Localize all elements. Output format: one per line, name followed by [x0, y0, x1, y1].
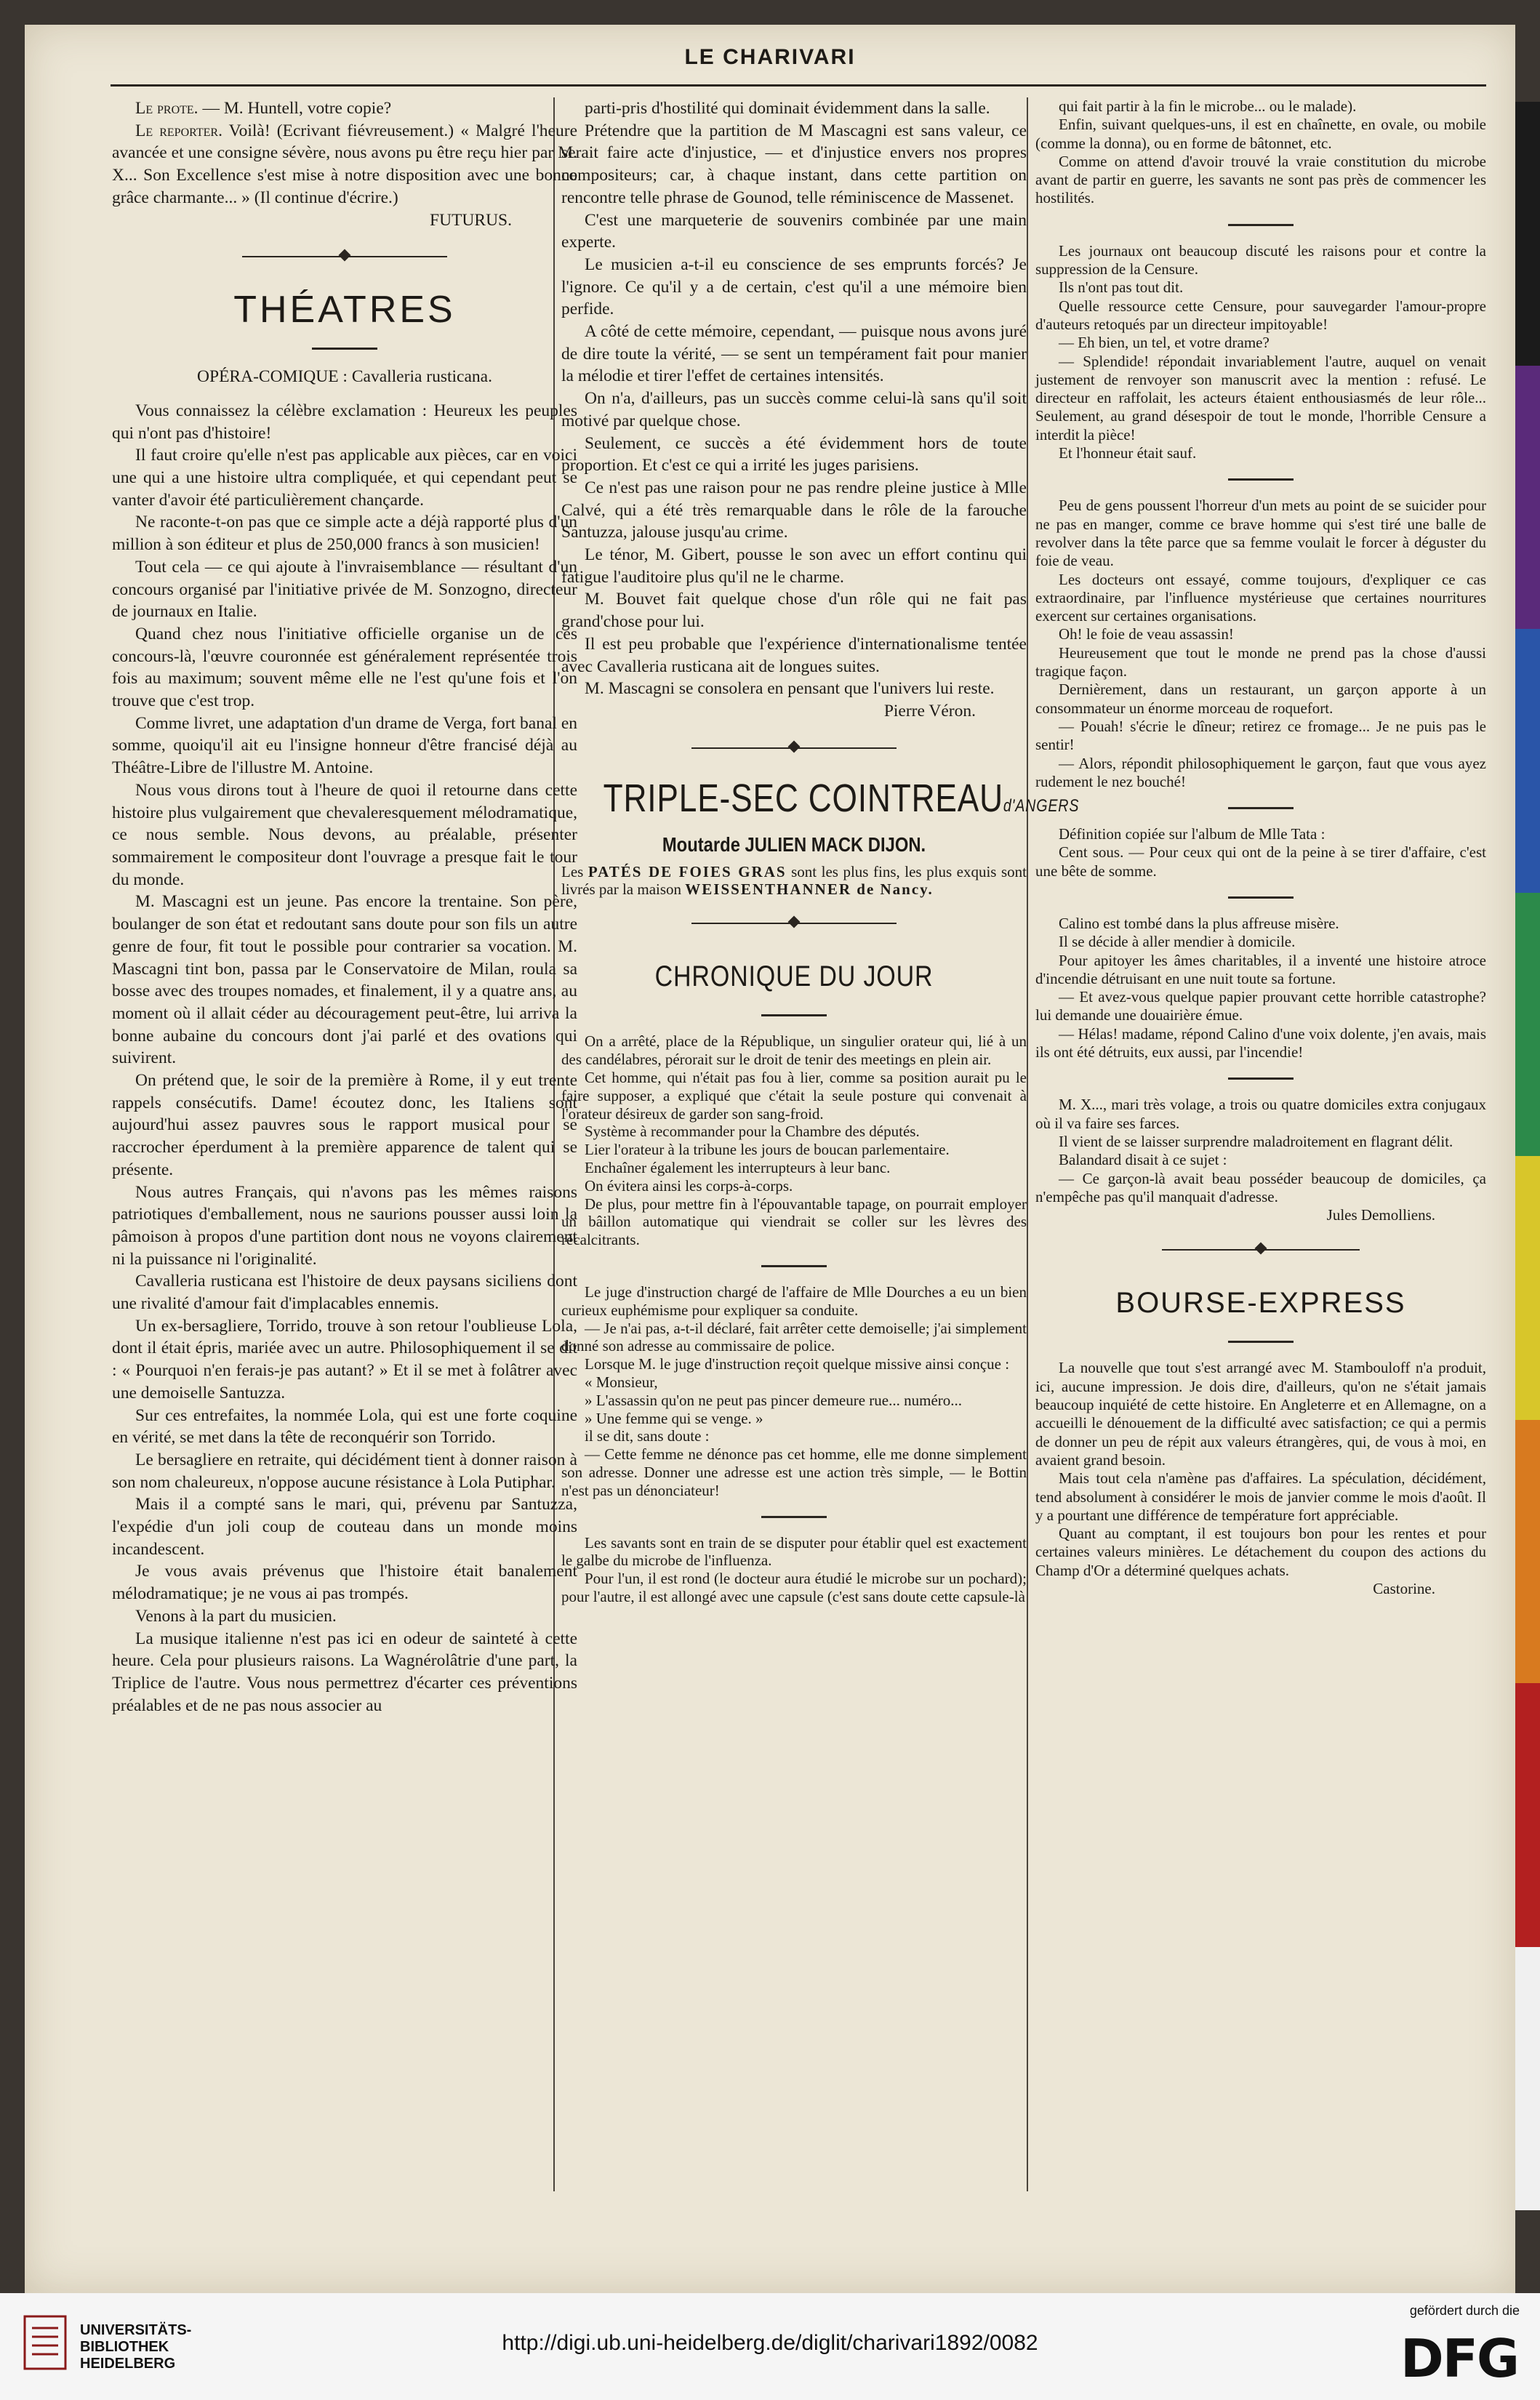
paragraph: Et l'honneur était sauf. [1059, 444, 1197, 462]
footer-band [0, 2293, 1540, 2400]
short-rule [312, 348, 377, 350]
masthead-rule [111, 84, 1486, 87]
paragraph: — Hélas! madame, répond Calino d'une voix dolente, j'en avais, mais ils ont été détruits, eux aussi, par l'incendie! [1035, 1024, 1486, 1061]
paragraph: Seulement, ce succès a été évidemment hors de toute proportion. Et c'est ce qui a irrité les juges parisiens. [561, 433, 1027, 475]
paragraph: Le musicien a-t-il eu conscience de ses emprunts forcés? Je l'ignore. Ce qu'il y a de certain, c'est qu'il a une mémoire bien perfide. [561, 254, 1027, 319]
paragraph: Pour l'un, il est rond (le docteur aura étudié le microbe sur un pochard); pour l'autre, il est allongé avec une capsule (c'est sans doute cette capsule-là [561, 1570, 1027, 1605]
paragraph: Les docteurs ont essayé, comme toujours, d'expliquer ce cas extraordinaire, par l'influence mystérieuse que certaines nourritures exercent sur certaines organisations. [1035, 570, 1486, 625]
section-title-bourse: BOURSE-EXPRESS [1115, 1287, 1406, 1320]
dialogue-text: Voilà! (Ecrivant fiévreusement.) « Malgré l'heure avancée et une consigne sévère, nous avons pu être reçu hier par M. X... Son Excellence s'est mise à notre disposition avec une bonne grâce charmante... » (Il continue d'écrire.) [112, 121, 577, 207]
library-name: UNIVERSITÄTS- BIBLIOTHEK HEIDELBERG [80, 2322, 192, 2372]
speaker-label: Le prote. [135, 99, 198, 118]
paragraph: » L'assassin qu'on ne peut pas pincer demeure rue... numéro... [585, 1391, 963, 1409]
ad-text-small: d'ANGERS [1003, 795, 1080, 816]
paragraph: Comme livret, une adaptation d'un drame de Verga, fort banal en somme, quoiqu'il ait eu l'insigne honneur d'être francisé déjà au Théâtre-Libre de l'illustre M. Antoine. [112, 713, 577, 778]
paragraph: Lorsque M. le juge d'instruction reçoit quelque missive ainsi conçue : [585, 1355, 1010, 1373]
column-2 [561, 97, 1080, 1606]
bourse-body [1035, 1359, 1486, 1580]
color-calibration-bar [1515, 102, 1540, 2210]
paragraph: Enfin, suivant quelques-uns, il est en chaînette, en ovale, ou mobile (comme la donna), ou en forme de bâtonnet, etc. [1035, 116, 1486, 152]
paragraph: Ne raconte-t-on pas que ce simple acte a déjà rapporté plus d'un million à son éditeur et plus de 250,000 francs à son musicien! [112, 513, 577, 555]
paragraph: Tout cela — ce qui ajoute à l'invraisemblance — résultant d'un concours organisé par l'initiative privée de M. Sonzogno, directeur de journaux en Italie. [112, 557, 577, 622]
short-rule [1228, 1077, 1294, 1080]
paragraph: il se dit, sans doute : [585, 1427, 710, 1445]
paragraph: Je vous avais prévenus que l'histoire était banalement mélodramatique; je ne vous ai pas trompés. [112, 1562, 577, 1604]
paragraph: Sur ces entrefaites, la nommée Lola, qui est une forte coquine en vérité, se met dans la tête de reconquérir son Torrido. [112, 1405, 577, 1448]
ornament-divider [561, 733, 1027, 762]
column-rule [1027, 97, 1028, 2191]
speaker-label: Le reporter. [135, 121, 222, 140]
funding-note: gefördert durch die [1409, 2303, 1520, 2318]
dialogue-line [112, 97, 577, 120]
paragraph: Ils n'ont pas tout dit. [1059, 278, 1184, 297]
paragraph: Enchaîner également les interrupteurs à leur banc. [585, 1158, 891, 1176]
short-rule [761, 1265, 827, 1267]
paragraph: Pour apitoyer les âmes charitables, il a inventé une histoire atroce d'incendie détruisant en une nuit toute sa fortune. [1035, 951, 1486, 987]
paragraph: » Une femme qui se venge. » [585, 1409, 763, 1427]
chronique-item [1035, 1096, 1486, 1206]
masthead: LE CHARIVARI [684, 45, 856, 69]
paragraph: Il est peu probable que l'expérience d'internationalisme tentée avec Cavalleria rusticana ait de longues suites. [561, 634, 1027, 676]
paragraph: « Monsieur, [585, 1373, 658, 1391]
paragraph: — Et avez-vous quelque papier prouvant cette horrible catastrophe? lui demande une douairière émue. [1035, 988, 1486, 1024]
chronique-item [1035, 242, 1486, 463]
short-rule [761, 1014, 827, 1016]
article-body [561, 97, 1027, 700]
chronique-item [1035, 825, 1486, 880]
dialogue-text: — M. Huntell, votre copie? [198, 99, 392, 118]
section-title-theatres: THÉATRES [233, 289, 456, 332]
paragraph: La nouvelle que tout s'est arrangé avec M. Stambouloff n'a produit, ici, aucune impression. Je dois dire, d'ailleurs, qu'on ne s'était jamais beaucoup inquiété de cette histoire. En Angleterre et en Allemagne, on a accueilli le dénouement de la difficulté avec satisfaction; ce qui a permis de donner un peu de répit aux valeurs étrangères, qui, de vous à moi, en avaient grand besoin. [1035, 1359, 1486, 1469]
paragraph: A côté de cette mémoire, cependant, — puisque nous avons juré de dire toute la vérité, — se sent un tempérament fait pour manier la mélodie et tirer l'effet de certaines intensités. [561, 322, 1027, 386]
paragraph: — Splendide! répondait invariablement l'autre, auquel on venait justement de renvoyer son manuscrit avec la mention : refusé. Le directeur en raffolait, les acteurs étaient enthousiasmés de leur rôle... Seulement, au grand désespoir de tout le monde, l'horrible Censure a interdit la pièce! [1035, 352, 1486, 444]
color-swatch [1515, 1947, 1540, 2211]
advertisement-cointreau [603, 775, 1080, 830]
color-swatch [1515, 1156, 1540, 1420]
chronique-item [561, 1283, 1027, 1500]
short-rule [1228, 224, 1294, 226]
column-1 [112, 97, 577, 1717]
paragraph: — Eh bien, un tel, et votre drame? [1059, 334, 1270, 352]
paragraph: Le juge d'instruction chargé de l'affaire de Mlle Dourches a eu un bien curieux euphémisme pour expliquer sa conduite. [561, 1283, 1027, 1319]
paragraph: Nous autres Français, qui n'avons pas les mêmes raisons patriotiques d'emballement, nous ne saurions pousser aussi loin la pâmoison à propos d'une partition dont nous ne voyons clairement ni la puissance ni l'originalité. [112, 1182, 577, 1269]
paragraph: On n'a, d'ailleurs, pas un succès comme celui-là sans qu'il soit motivé par quelque chose. [561, 389, 1027, 430]
paragraph: Il faut croire qu'elle n'est pas applicable aux pièces, car en voici une qui a une histoire ultra compliquée, et qui cependant peut se vanter d'avoir été particulièrement chançarde. [112, 446, 577, 510]
chronique-item [1035, 497, 1486, 791]
paragraph: Un ex-bersagliere, Torrido, trouve à son retour l'oublieuse Lola, dont il était épris, mariée avec un autre. Philosophiquement il se dit : « Pourquoi n'en ferais-je pas autant? » Et il se met à folâtrer avec une demoiselle Santuzza. [112, 1316, 577, 1402]
ornament-divider [561, 908, 1027, 937]
paragraph: Il se décide à aller mendier à domicile. [1059, 933, 1296, 951]
paragraph: Calino est tombé dans la plus affreuse misère. [1059, 914, 1339, 932]
paragraph: On prétend que, le soir de la première à Rome, il y eut trente rappels consécutifs. Dame! écoutez donc, les Italiens sont aujourd'hui assez pauvres sous le rapport musical pour se raccrocher éperdument à la première apparence de talent qui se présente. [112, 1071, 577, 1179]
paragraph: — Cette femme ne dénonce pas cet homme, elle me donne simplement son adresse. Donner une adresse est une action très simple, — le Bottin n'est pas un dénonciateur! [561, 1445, 1027, 1499]
paragraph: Quelle ressource cette Censure, pour sauvegarder l'amour-propre d'auteurs retoqués par un directeur impitoyable! [1035, 297, 1486, 333]
paragraph: Nous vous dirons tout à l'heure de quoi il retourne dans cette histoire plus vulgairement que chevaleresquement mélodramatique, ce nous semble. Nous devons, au préalable, présenter sommairement le compositeur dont l'ouvrage a presque fait le tour du monde. [112, 780, 577, 889]
paragraph: Balandard disait à ce sujet : [1059, 1151, 1227, 1169]
paragraph: C'est une marqueterie de souvenirs combinée par une main experte. [561, 210, 1027, 252]
paragraph: Dernièrement, dans un restaurant, un garçon apporte à un consommateur un énorme morceau de roquefort. [1035, 681, 1486, 717]
paragraph: Le bersagliere en retraite, qui décidément tient à donner raison à son nom chaleureux, n'oppose aucune résistance à Lola Putiphar. [112, 1450, 577, 1492]
paragraph: M. Mascagni est un jeune. Pas encore la trentaine. Son père, boulanger de son état et redoutant sans doute pour son fils un autre genre de four, fit tout le possible pour contrarier sa vocation. M. Mascagni tint bon, passa par le Conservatoire de Milan, roula sa bosse avec des troupes nomades, et finalement, il y a quatre ans, au moment où il allait céder au découragement peut-être, lui arriva la bonne aubaine du concours dont j'ai parlé et des ovations qui suivirent. [112, 892, 577, 1068]
short-rule [1228, 807, 1294, 809]
dialogue-block [112, 97, 577, 209]
color-swatch [1515, 102, 1540, 366]
paragraph: qui fait partir à la fin le microbe... ou le malade). [1059, 97, 1357, 115]
paragraph: On a arrêté, place de la République, un singulier orateur qui, lié à un des candélabres, pérorait sur le droit de tenir des meetings en plein air. [561, 1032, 1027, 1069]
paragraph: Quant au comptant, il est toujours bon pour les rentes et pour certaines valeurs minières. Le détachement du coupon des actions du Champ d'Or a déterminé quelques achats. [1035, 1525, 1486, 1579]
signature: FUTURUS. [430, 210, 512, 230]
chronique-item [1035, 97, 1486, 208]
paragraph: Prétendre que la partition de M Mascagni est sans valeur, ce serait faire acte d'injustice, — et d'injustice envers nos propres compositeurs; car, à chaque instant, dans cette partition on rencontre telle phrase de Gounod, telle réminiscence de Massenet. [561, 121, 1027, 207]
color-swatch [1515, 366, 1540, 630]
paragraph: Lier l'orateur à la tribune les jours de boucan parlementaire. [585, 1141, 950, 1159]
section-title-chronique: CHRONIQUE DU JOUR [654, 960, 934, 993]
paragraph: Le ténor, M. Gibert, pousse le son avec un effort continu qui fatigue l'auditoire plus qu'il ne le charme. [561, 545, 1027, 587]
paragraph: Oh! le foie de veau assassin! [1059, 625, 1234, 643]
paragraph: parti-pris d'hostilité qui dominait évidemment dans la salle. [585, 99, 990, 118]
paragraph: — Je n'ai pas, a-t-il déclaré, fait arrêter cette demoiselle; j'ai simplement donné son adresse au commissaire de police. [561, 1319, 1027, 1355]
paragraph: Quand chez nous l'initiative officielle organise un de ces concours-là, l'œuvre couronnée est généralement représentée trois fois au maximum; souvent même elle ne l'est qu'une fois et l'on trouve que c'est trop. [112, 624, 577, 711]
paragraph: M. X..., mari très volage, a trois ou quatre domiciles extra conjugaux où il va faire ses farces. [1035, 1096, 1486, 1132]
paragraph: Définition copiée sur l'album de Mlle Tata : [1059, 825, 1326, 843]
advertisement-moutarde: Moutarde JULIEN MACK DIJON. [662, 832, 926, 856]
paragraph: Comme on attend d'avoir trouvé la vraie constitution du microbe avant de partir en guerre, les savants ne sont pas près de commencer les hostilités. [1035, 152, 1486, 207]
ornament-divider [112, 241, 577, 270]
paragraph: — Ce garçon-là avait beau posséder beaucoup de domiciles, ça n'empêche pas qu'il manquait d'adresse. [1035, 1169, 1486, 1205]
short-rule [1228, 478, 1294, 481]
paragraph: Mais il a compté sans le mari, qui, prévenu par Santuzza, l'expédie d'un joli coup de couteau dans un monde moins incandescent. [112, 1495, 577, 1559]
paragraph: On évitera ainsi les corps-à-corps. [585, 1176, 793, 1195]
paragraph: Peu de gens poussent l'horreur d'un mets au point de se suicider pour ne pas en manger, comme ce brave homme qui s'est tiré une balle de revolver dans la tête parce que sa femme voulait le forcer à déguster du foie de veau. [1035, 497, 1486, 570]
short-rule [1228, 1341, 1294, 1343]
advertisement-pates: Les PATÉS DE FOIES GRAS sont les plus fins, les plus exquis sont livrés par la maison WEISSENTHANNER de Nancy. [561, 863, 1027, 899]
paragraph: Système à recommander pour la Chambre des députés. [585, 1123, 920, 1141]
paragraph: — Pouah! s'écrie le dîneur; retirez ce fromage... Je ne puis pas le sentir! [1035, 717, 1486, 754]
signature: Jules Demolliens. [1326, 1206, 1435, 1224]
chronique-item [1035, 915, 1486, 1061]
paragraph: Cavalleria rusticana est l'histoire de deux paysans siciliens dont une rivalité d'amour fait d'implacables ennemis. [112, 1272, 577, 1314]
dialogue-line [112, 120, 577, 209]
paragraph: De plus, pour mettre fin à l'épouvantable tapage, on pourrait employer un bâillon automatique qui viendrait se coller sur les lèvres des récalcitrants. [561, 1195, 1027, 1249]
color-swatch [1515, 893, 1540, 1157]
newspaper-page [25, 25, 1515, 2293]
dfg-logo: DFG [1400, 2328, 1518, 2389]
color-swatch [1515, 1683, 1540, 1947]
paragraph: Mais tout cela n'amène pas d'affaires. La spéculation, décidément, tend absolument à considérer le mois de janvier comme le mois d'août. Il y a pourtant une différence de température fort appréciable. [1035, 1469, 1486, 1524]
paragraph: Ce n'est pas une raison pour ne pas rendre pleine justice à Mlle Calvé, qui a été très remarquable dans le rôle de la farouche Santuzza, jalouse jusqu'au crime. [561, 478, 1027, 542]
paragraph: Vous connaissez la célèbre exclamation : Heureux les peuples qui n'ont pas d'histoire! [112, 401, 577, 443]
article-body [112, 400, 577, 1717]
paragraph: Cet homme, qui n'était pas fou à lier, comme sa position aurait pu le faire supposer, a expliqué que c'était la seule posture qui convenait à l'orateur désireux de garder son sang-froid. [561, 1068, 1027, 1123]
column-3 [1035, 97, 1486, 1598]
short-rule [1228, 896, 1294, 899]
paragraph: — Alors, répondit philosophiquement le garçon, faut que vous ayez rudement le nez bouché! [1035, 754, 1486, 790]
signature: Pierre Véron. [883, 701, 976, 721]
theatre-subtitle: OPÉRA-COMIQUE : Cavalleria rusticana. [197, 367, 492, 387]
paragraph: Il vient de se laisser surprendre maladroitement en flagrant délit. [1059, 1132, 1453, 1150]
source-url-link[interactable]: http://digi.ub.uni-heidelberg.de/diglit/charivari1892/0082 [502, 2331, 1038, 2355]
chronique-item [561, 1032, 1027, 1249]
ad-text: TRIPLE-SEC COINTREAU [603, 776, 1003, 820]
color-swatch [1515, 629, 1540, 893]
paragraph: Heureusement que tout le monde ne prend pas la chose d'aussi tragique façon. [1035, 643, 1486, 681]
ornament-divider [1035, 1235, 1486, 1264]
chronique-item [561, 1534, 1027, 1606]
paragraph: Les journaux ont beaucoup discuté les raisons pour et contre la suppression de la Censure. [1035, 241, 1486, 278]
paragraph: M. Mascagni se consolera en pensant que l'univers lui reste. [585, 679, 995, 699]
signature: Castorine. [1373, 1580, 1435, 1597]
paragraph: Les savants sont en train de se disputer pour établir quel est exactement le galbe du microbe de l'influenza. [561, 1533, 1027, 1570]
paragraph: M. Bouvet fait quelque chose d'un rôle qui ne fait pas grand'chose pour lui. [561, 590, 1027, 632]
paragraph: Cent sous. — Pour ceux qui ont de la peine à se tirer d'affaire, c'est une bête de somme. [1035, 843, 1486, 880]
color-swatch [1515, 1420, 1540, 1684]
paragraph: La musique italienne n'est pas ici en odeur de sainteté à cette heure. Cela pour plusieurs raisons. La Wagnérolâtrie d'une part, la Triplice de l'autre. Vous nous permettrez d'écarter ces préventions préalables et de ne pas nous associer au [112, 1629, 577, 1715]
paragraph: Venons à la part du musicien. [135, 1606, 337, 1626]
short-rule [761, 1516, 827, 1518]
